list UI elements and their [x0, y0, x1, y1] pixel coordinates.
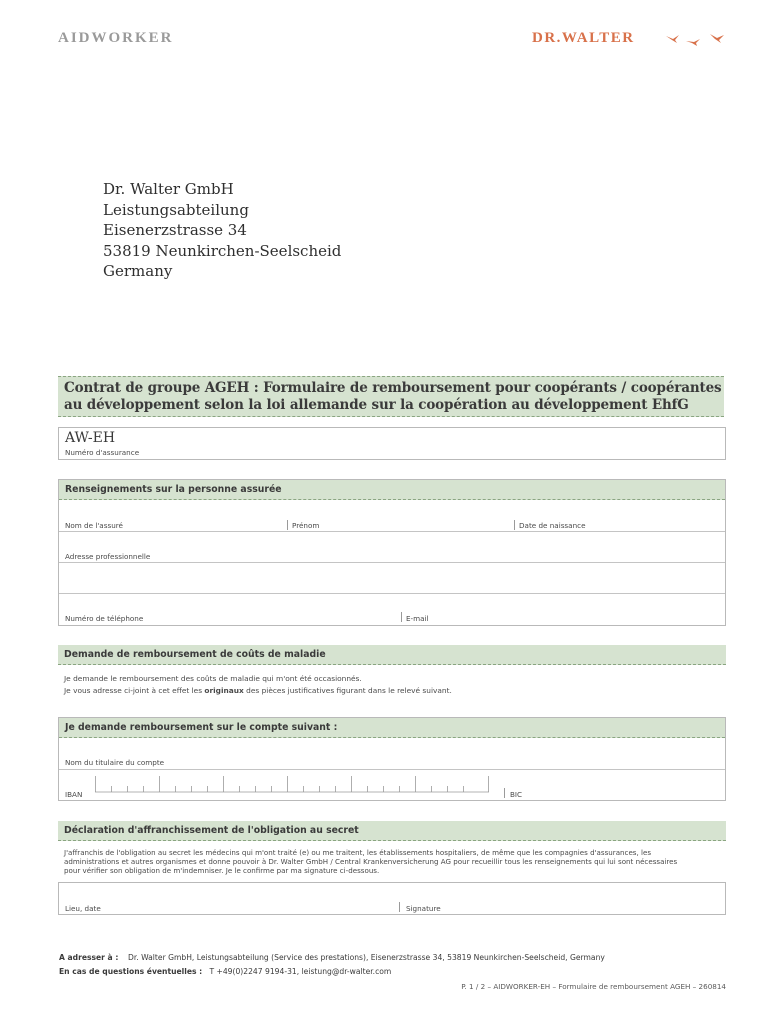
- insurance-number-value: AW-EH: [65, 430, 116, 446]
- firstname-field[interactable]: [288, 500, 514, 531]
- bic-field[interactable]: [505, 770, 725, 800]
- recipient-address: [103, 179, 341, 282]
- form-title: [58, 376, 724, 417]
- signature-label: Signature: [406, 904, 441, 913]
- address-line: Eisenerzstrasse 34: [103, 221, 247, 239]
- dr-walter-logo: DR.WALTER: [532, 30, 635, 46]
- person-section-heading: Renseignements sur la personne assurée: [59, 480, 725, 500]
- send-to-label: A adresser à :: [59, 953, 119, 962]
- footer-questions: [59, 967, 391, 976]
- email-label: E-mail: [406, 614, 429, 623]
- questions-label: En cas de questions éventuelles :: [59, 967, 203, 976]
- iban-label: IBAN: [65, 790, 83, 799]
- birthdate-label: Date de naissance: [519, 521, 586, 530]
- iban-input[interactable]: [95, 773, 491, 795]
- signature-field[interactable]: [400, 883, 725, 914]
- insurance-number-field[interactable]: [58, 427, 726, 460]
- secret-text-line: pour vérifier son obligation de m'indemniser. Je le confirme par ma signature ci-dessous.: [64, 866, 380, 875]
- place-date-field[interactable]: [59, 883, 399, 914]
- form-title-line: au développement selon la loi allemande sur la coopération au développement EhfG: [64, 397, 689, 413]
- footer-send-to: [59, 953, 605, 962]
- bank-section: [58, 717, 726, 801]
- email-field[interactable]: [402, 594, 725, 625]
- secret-section-heading: Déclaration d'affranchissement de l'obligation au secret: [58, 821, 726, 841]
- bank-section-heading: Je demande remboursement sur le compte suivant :: [59, 718, 725, 738]
- phone-label: Numéro de téléphone: [65, 614, 144, 623]
- secret-text-line: J'affranchis de l'obligation au secret les médecins qui m'ont traité (e) ou me traitent, les établissements hospitaliers, de même que les compagnies d'assurances, les: [64, 848, 652, 857]
- secret-text-line: administrations et autres organismes et donne pouvoir à Dr. Walter GmbH / Central Krankenversicherung AG pour recueillir tous les renseignements qui lui sont nécessaires: [64, 857, 678, 866]
- address-line: Dr. Walter GmbH: [103, 180, 234, 198]
- signature-box: [58, 882, 726, 915]
- page-reference: P. 1 / 2 – AIDWORKER-EH – Formulaire de remboursement AGEH – 260814: [461, 982, 726, 991]
- claim-text-line: Je vous adresse ci-joint à cet effet les originaux des pièces justificatives figurant dans le relevé suivant.: [64, 686, 452, 695]
- birds-logo-icon: [664, 30, 728, 48]
- firstname-label: Prénom: [292, 521, 320, 530]
- bic-label: BIC: [510, 790, 523, 799]
- claim-section-heading: Demande de remboursement de coûts de maladie: [58, 645, 726, 665]
- form-title-line: Contrat de groupe AGEH : Formulaire de remboursement pour coopérants / coopérantes: [64, 380, 722, 396]
- work-address-field[interactable]: [59, 532, 725, 593]
- send-to-value: Dr. Walter GmbH, Leistungsabteilung (Service des prestations), Eisenerzstrasse 34, 53819 Neunkirchen-Seelscheid, Germany: [128, 953, 605, 962]
- claim-text-line: Je demande le remboursement des coûts de maladie qui m'ont été occasionnés.: [64, 674, 362, 683]
- place-date-label: Lieu, date: [65, 904, 101, 913]
- aidworker-logo: AIDWORKER: [58, 30, 174, 46]
- insurance-number-label: Numéro d'assurance: [65, 448, 140, 457]
- insured-name-label: Nom de l'assuré: [65, 521, 123, 530]
- person-section: [58, 479, 726, 626]
- address-line: 53819 Neunkirchen-Seelscheid: [103, 241, 342, 260]
- work-address-label: Adresse professionnelle: [65, 552, 151, 561]
- address-line: Leistungsabteilung: [103, 200, 249, 219]
- account-holder-label: Nom du titulaire du compte: [65, 758, 165, 767]
- address-line: Germany: [103, 262, 173, 280]
- questions-value: T +49(0)2247 9194-31, leistung@dr-walter.com: [209, 967, 392, 976]
